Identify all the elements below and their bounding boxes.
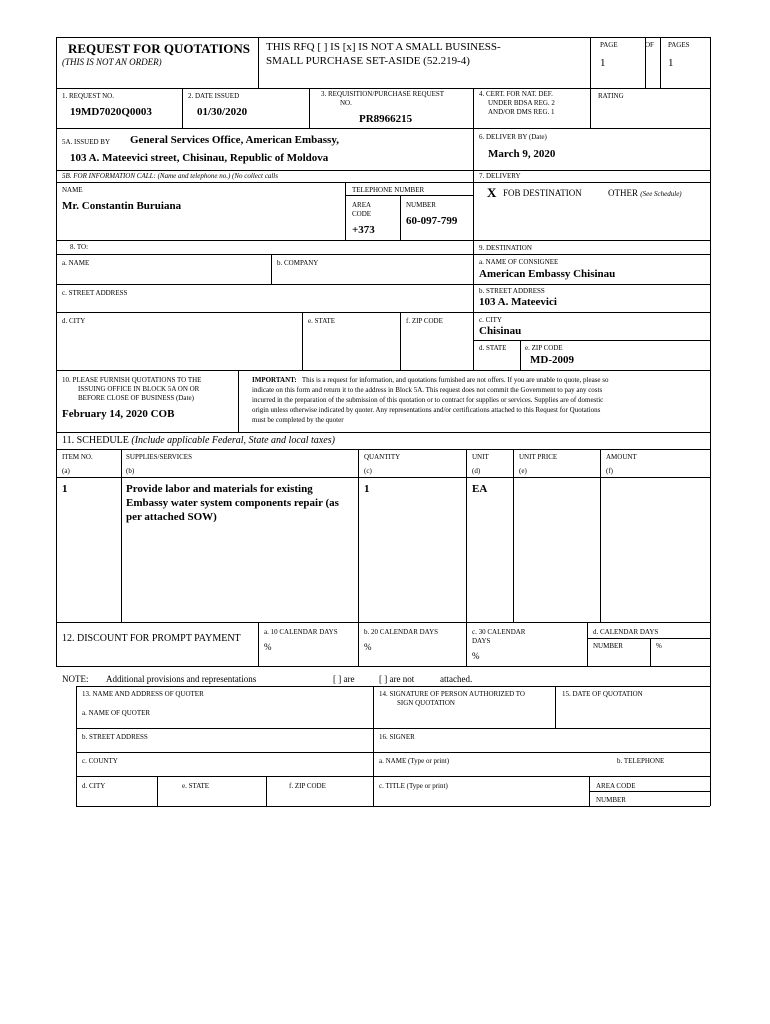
signer-area-code-field[interactable]: AREA CODE xyxy=(596,782,636,790)
note-label: NOTE: xyxy=(62,674,89,684)
discount-calendar-days: d. CALENDAR DAYS xyxy=(593,628,659,636)
note-attached: attached. xyxy=(440,674,473,684)
of-label: OF xyxy=(645,41,654,49)
destination-city[interactable]: Chisinau xyxy=(479,325,522,337)
fob-destination-option[interactable]: FOB DESTINATION xyxy=(503,188,582,198)
phone-number-label: NUMBER xyxy=(406,201,436,209)
important-notice-line-3: incurred in the preparation of the submission of this quotation or to contract for supplies or services. Supplies are of domestic xyxy=(252,396,604,404)
pages-count: 1 xyxy=(668,57,674,69)
to-name-field[interactable]: a. NAME xyxy=(62,259,90,267)
pages-label: PAGES xyxy=(668,41,690,49)
schedule-title xyxy=(62,435,335,446)
col-header-unit: UNIT xyxy=(472,453,489,461)
row-supplies-line-1[interactable]: Provide labor and materials for existing xyxy=(126,483,313,495)
cert-label-3: AND/OR DMS REG. 1 xyxy=(488,108,555,116)
quote-due-label-2: ISSUING OFFICE IN BLOCK 5A ON OR xyxy=(78,385,200,393)
quoter-street-field[interactable]: b. STREET ADDRESS xyxy=(82,733,148,741)
col-sub-a: (a) xyxy=(62,467,70,475)
requisition-label: 3. REQUISITION/PURCHASE REQUEST xyxy=(321,90,445,98)
discount-20-days: b. 20 CALENDAR DAYS xyxy=(364,628,439,636)
page-label: PAGE xyxy=(600,41,618,49)
other-option[interactable] xyxy=(608,188,682,198)
col-sub-c: (c) xyxy=(364,467,372,475)
issued-by-name[interactable]: General Services Office, American Embassy, xyxy=(130,134,339,146)
quoter-block-label: 13. NAME AND ADDRESS OF QUOTER xyxy=(82,690,204,698)
note-are-option[interactable]: [ ] are xyxy=(333,674,355,684)
row-quantity[interactable]: 1 xyxy=(364,483,370,495)
rating-label: RATING xyxy=(598,92,624,100)
col-sub-d: (d) xyxy=(472,467,481,475)
quote-due-label-3: BEFORE CLOSE OF BUSINESS (Date) xyxy=(78,394,194,402)
request-no[interactable]: 19MD7020Q0003 xyxy=(70,106,152,118)
quotation-date-field[interactable]: 15. DATE OF QUOTATION xyxy=(562,690,643,698)
schedule-title-note: (Include applicable Federal, State and local taxes) xyxy=(131,435,335,446)
consignee-name[interactable]: American Embassy Chisinau xyxy=(479,268,616,280)
area-code-label: AREA xyxy=(352,201,372,209)
col-header-item: ITEM NO. xyxy=(62,453,93,461)
requisition-number[interactable]: PR8966215 xyxy=(359,113,413,125)
important-text-1: This is a request for information, and quotations furnished are not offers. If you are unable to quote, please so xyxy=(301,376,609,384)
row-supplies-line-3: per attached SOW) xyxy=(126,511,217,523)
schedule-title-text: 11. SCHEDULE xyxy=(62,435,129,446)
contact-name[interactable]: Mr. Constantin Buruiana xyxy=(62,200,182,212)
destination-street[interactable]: 103 A. Mateevici xyxy=(479,296,557,308)
row-supplies-line-2: Embassy water system components repair (as xyxy=(126,497,339,509)
area-code-label-2: CODE xyxy=(352,210,372,218)
issued-by-label: 5A. ISSUED BY xyxy=(62,138,111,146)
fob-checkmark[interactable]: X xyxy=(487,185,497,200)
col-header-quantity: QUANTITY xyxy=(364,453,401,461)
quoter-zip-field[interactable]: f. ZIP CODE xyxy=(289,782,326,790)
signer-name-field[interactable]: a. NAME (Type or print) xyxy=(379,757,450,765)
destination-state-label: d. STATE xyxy=(479,344,507,352)
quote-due-date[interactable]: February 14, 2020 COB xyxy=(62,408,175,420)
page-number: 1 xyxy=(600,57,606,69)
col-header-supplies: SUPPLIES/SERVICES xyxy=(126,453,192,461)
discount-20-percent[interactable]: % xyxy=(364,642,372,652)
to-state-field[interactable]: e. STATE xyxy=(308,317,336,325)
issued-by-address[interactable]: 103 A. Mateevici street, Chisinau, Republic of Moldova xyxy=(70,152,329,164)
col-sub-e: (e) xyxy=(519,467,527,475)
quoter-state-field[interactable]: e. STATE xyxy=(182,782,210,790)
row-item-no[interactable]: 1 xyxy=(62,483,68,495)
telephone-label: TELEPHONE NUMBER xyxy=(352,186,425,194)
col-header-unit-price: UNIT PRICE xyxy=(519,453,558,461)
signer-label: 16. SIGNER xyxy=(379,733,415,741)
consignee-label: a. NAME OF CONSIGNEE xyxy=(479,258,559,266)
date-issued-label: 2. DATE ISSUED xyxy=(188,92,240,100)
row-unit[interactable]: EA xyxy=(472,483,488,495)
form-subtitle: (THIS IS NOT AN ORDER) xyxy=(62,57,162,67)
phone-number[interactable]: 60-097-799 xyxy=(406,215,458,227)
discount-30-days-2: DAYS xyxy=(472,637,491,645)
deliver-by-label: 6. DELIVER BY (Date) xyxy=(479,133,547,141)
to-city-field[interactable]: d. CITY xyxy=(62,317,86,325)
signer-number-field[interactable]: NUMBER xyxy=(596,796,626,804)
info-call-label: 5B. FOR INFORMATION CALL: (Name and telephone no.) (No collect calls xyxy=(62,172,278,180)
discount-calendar-percent[interactable]: % xyxy=(656,642,662,650)
discount-number-field[interactable]: NUMBER xyxy=(593,642,623,650)
col-sub-b: (b) xyxy=(126,467,135,475)
to-company-field[interactable]: b. COMPANY xyxy=(277,259,319,267)
signer-telephone-label: b. TELEPHONE xyxy=(617,757,665,765)
delivery-label: 7. DELIVERY xyxy=(479,172,521,180)
quoter-name-field[interactable]: a. NAME OF QUOTER xyxy=(82,709,151,717)
quoter-city-field[interactable]: d. CITY xyxy=(82,782,106,790)
important-notice-line-2: indicate on this form and return it to the address in Block 5A. This request does not commit the Government to pay any costs xyxy=(252,386,603,394)
important-notice-line-1 xyxy=(252,376,608,384)
note-are-not-option[interactable]: [ ] are not xyxy=(379,674,415,684)
to-street-field[interactable]: c. STREET ADDRESS xyxy=(62,289,128,297)
rfq-setaside-line-2: SMALL PURCHASE SET-ASIDE (52.219-4) xyxy=(266,55,470,67)
signature-label-2: SIGN QUOTATION xyxy=(397,699,455,707)
col-sub-f: (f) xyxy=(606,467,613,475)
important-notice-line-4: origin unless otherwise indicated by quoter. Any representations and/or certifications attached to this Request for Quotations xyxy=(252,406,601,414)
discount-10-percent[interactable]: % xyxy=(264,642,272,652)
discount-label: 12. DISCOUNT FOR PROMPT PAYMENT xyxy=(62,633,241,644)
col-header-amount: AMOUNT xyxy=(606,453,637,461)
destination-street-label: b. STREET ADDRESS xyxy=(479,287,545,295)
form-title: REQUEST FOR QUOTATIONS xyxy=(68,41,251,56)
destination-label: 9. DESTINATION xyxy=(479,244,532,252)
signature-label: 14. SIGNATURE OF PERSON AUTHORIZED TO xyxy=(379,690,525,698)
contact-name-label: NAME xyxy=(62,186,83,194)
to-zip-field[interactable]: f. ZIP CODE xyxy=(406,317,443,325)
important-notice-line-5: must be completed by the quoter xyxy=(252,416,344,424)
destination-zip[interactable]: MD-2009 xyxy=(530,354,574,366)
request-no-label: 1. REQUEST NO. xyxy=(62,92,114,100)
quoter-county-field[interactable]: c. COUNTY xyxy=(82,757,118,765)
signer-title-field[interactable]: c. TITLE (Type or print) xyxy=(379,782,448,790)
deliver-by-date[interactable]: March 9, 2020 xyxy=(488,148,556,160)
cert-label: 4. CERT. FOR NAT. DEF. xyxy=(479,90,553,98)
area-code[interactable]: +373 xyxy=(352,224,375,236)
discount-10-days: a. 10 CALENDAR DAYS xyxy=(264,628,338,636)
to-label: 8. TO: xyxy=(70,243,89,251)
destination-zip-label: e. ZIP CODE xyxy=(525,344,563,352)
note-text: Additional provisions and representations xyxy=(106,674,257,684)
cert-label-2: UNDER BDSA REG. 2 xyxy=(488,99,555,107)
rfq-setaside-line-1[interactable]: THIS RFQ [ ] IS [x] IS NOT A SMALL BUSINESS- xyxy=(266,41,501,53)
other-option-label: OTHER xyxy=(608,188,638,198)
requisition-label-no: NO. xyxy=(340,99,352,107)
discount-30-days: c. 30 CALENDAR xyxy=(472,628,526,636)
quote-due-label: 10. PLEASE FURNISH QUOTATIONS TO THE xyxy=(62,376,202,384)
discount-30-percent[interactable]: % xyxy=(472,651,480,661)
other-option-note: (See Schedule) xyxy=(640,190,682,198)
destination-city-label: c. CITY xyxy=(479,316,502,324)
important-label: IMPORTANT: xyxy=(252,376,297,384)
date-issued[interactable]: 01/30/2020 xyxy=(197,106,248,118)
